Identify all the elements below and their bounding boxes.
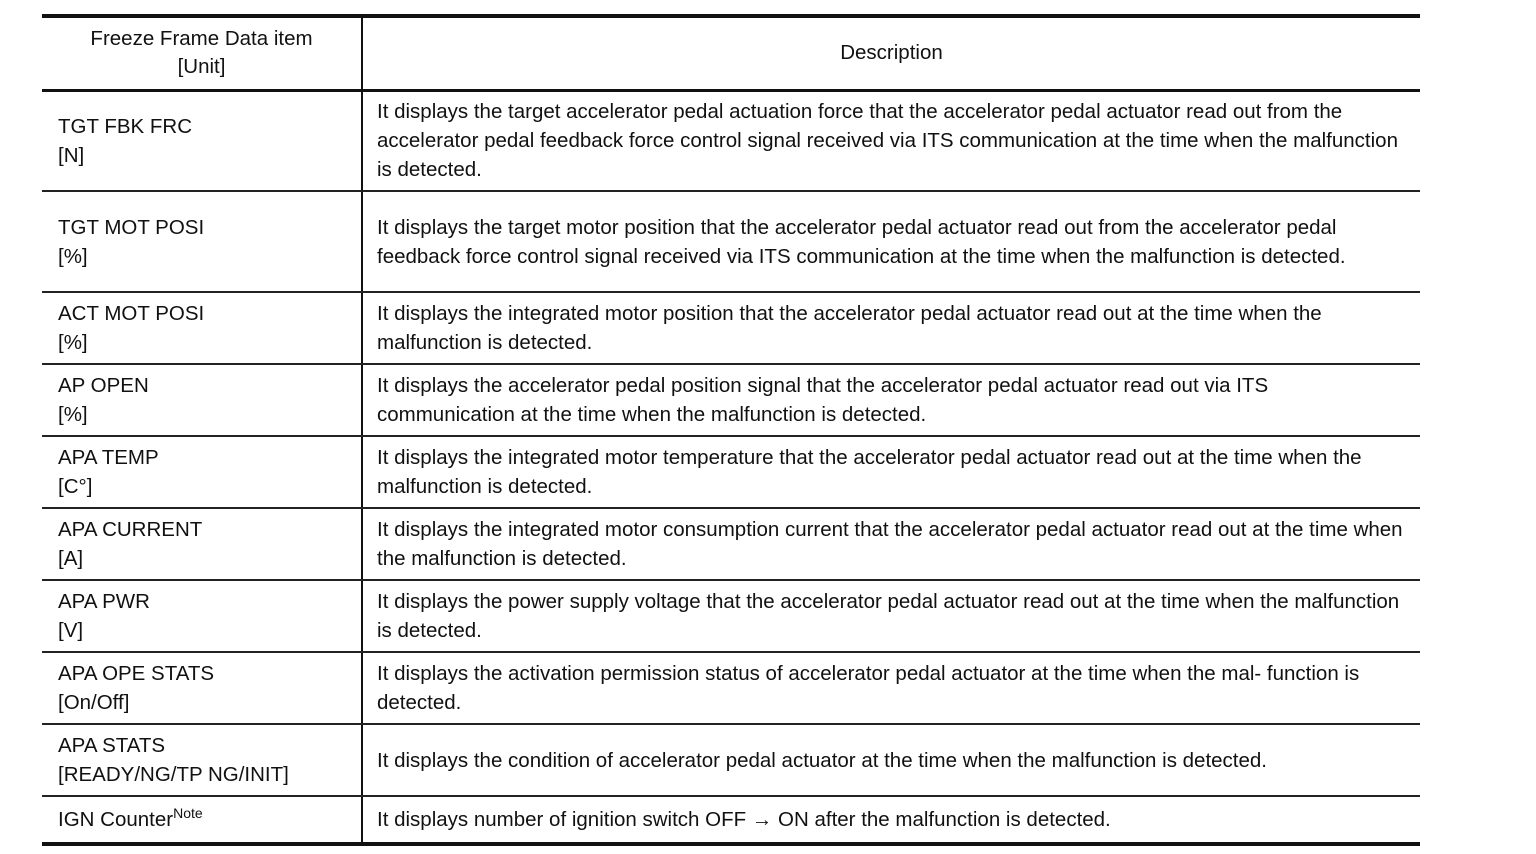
description-cell: It displays the accelerator pedal position signal that the accelerator pedal actuator read out via ITS communication at the time when the malfunction is detected. [362, 364, 1420, 436]
table-row [42, 191, 1420, 292]
description-cell: It displays the target accelerator pedal actuation force that the accelerator pedal actuator read out from the accelerator pedal feedback force control signal received via ITS communication at the time when the malfunction is detected. [362, 90, 1420, 191]
item-name: APA TEMP [58, 446, 159, 469]
table-row [42, 652, 1420, 724]
item-cell [42, 292, 362, 364]
item-unit: [V] [58, 619, 84, 642]
item-cell [42, 191, 362, 292]
description-cell: It displays number of ignition switch OFF → ON after the malfunction is detected. [362, 796, 1420, 844]
header-item-unit [42, 16, 362, 90]
item-name: APA PWR [58, 590, 150, 613]
description-cell: It displays the power supply voltage that the accelerator pedal actuator read out at the time when the malfunction is detected. [362, 580, 1420, 652]
table-row [42, 508, 1420, 580]
freeze-frame-data-table [42, 14, 1420, 846]
item-name: AP OPEN [58, 374, 149, 397]
table-header-row [42, 16, 1420, 90]
item-cell [42, 724, 362, 796]
description-cell: It displays the activation permission status of accelerator pedal actuator at the time when the mal- function is detected. [362, 652, 1420, 724]
table-row [42, 364, 1420, 436]
item-name [58, 805, 361, 834]
note-superscript: Note [173, 805, 203, 821]
header-item-label: Freeze Frame Data item [90, 27, 313, 51]
description-cell: It displays the integrated motor temperature that the accelerator pedal actuator read out at the time when the malfunction is detected. [362, 436, 1420, 508]
item-unit: [A] [58, 547, 84, 570]
item-name: APA STATS [58, 734, 166, 757]
table-row [42, 796, 1420, 844]
item-cell [42, 90, 362, 191]
table-row [42, 90, 1420, 191]
item-name: ACT MOT POSI [58, 302, 205, 325]
item-name: APA CURRENT [58, 518, 203, 541]
table-row [42, 292, 1420, 364]
item-cell [42, 436, 362, 508]
item-cell [42, 364, 362, 436]
item-cell [42, 580, 362, 652]
item-name: TGT FBK FRC [58, 114, 193, 138]
item-name-text: IGN Counter [58, 808, 174, 831]
item-unit: [READY/NG/TP NG/INIT] [58, 763, 289, 786]
table-row [42, 436, 1420, 508]
description-cell: It displays the integrated motor consumption current that the accelerator pedal actuator read out at the time when the malfunction is detected. [362, 508, 1420, 580]
description-cell: It displays the target motor position that the accelerator pedal actuator read out from the accelerator pedal feedback force control signal received via ITS communication at the time when the malfunction is detected. [362, 191, 1420, 292]
header-description: Description [362, 16, 1420, 90]
item-unit: [%] [58, 331, 88, 354]
item-cell [42, 652, 362, 724]
item-unit: [%] [58, 403, 88, 426]
item-unit: [C°] [58, 475, 93, 498]
table-row [42, 724, 1420, 796]
item-unit: [N] [58, 143, 85, 167]
item-unit: [On/Off] [58, 691, 130, 714]
description-cell: It displays the condition of accelerator pedal actuator at the time when the malfunction is detected. [362, 724, 1420, 796]
item-name: TGT MOT POSI [58, 215, 205, 239]
table-row [42, 580, 1420, 652]
item-name: APA OPE STATS [58, 662, 215, 685]
description-cell: It displays the integrated motor position that the accelerator pedal actuator read out at the time when the malfunction is detected. [362, 292, 1420, 364]
item-cell [42, 508, 362, 580]
item-unit: [%] [58, 244, 88, 268]
header-unit-label: [Unit] [177, 55, 226, 79]
item-cell [42, 796, 362, 844]
